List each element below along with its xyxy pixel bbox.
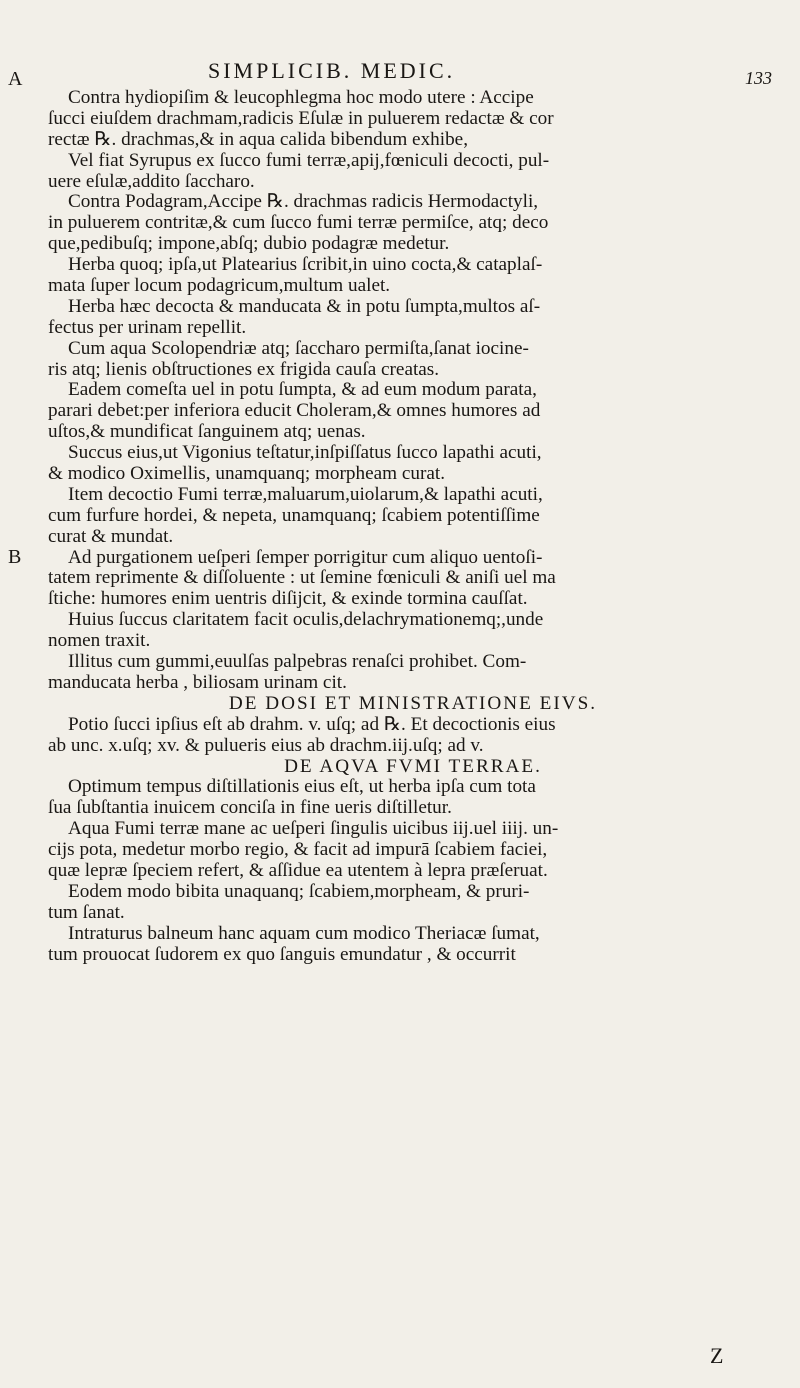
text-line: ſua ſubſtantia inuicem conciſa in fine ueris diſtilletur. [48, 798, 452, 819]
text-line: mata ſuper locum podagricum,multum ualet. [48, 276, 391, 297]
text-line: Contra Podagram,Accipe ℞. drachmas radicis Hermodactyli, [68, 192, 539, 213]
text-line: ab unc. x.uſq; xv. & pulueris eius ab drachm.iij.uſq; ad v. [48, 735, 484, 756]
text-line: Illitus cum gummi,euulſas palpebras renaſci prohibet. Com- [68, 652, 527, 673]
running-title: SIMPLICIB. MEDIC. [208, 58, 456, 83]
text-line: Intraturus balneum hanc aquam cum modico Theriacæ ſumat, [68, 923, 540, 944]
text-line: tum ſanat. [48, 902, 125, 923]
text-line: Item decoctio Fumi terræ,maluarum,uiolarum,& lapathi acuti, [68, 484, 543, 505]
text-line: Aqua Fumi terræ mane ac ueſperi ſingulis uicibus iij.uel iiij. un- [68, 819, 559, 840]
text-line: in puluerem contritæ,& cum ſucco fumi terræ permiſce, atq; deco [48, 213, 549, 234]
page-number: 133 [745, 68, 772, 88]
text-line: Ad purgationem ueſperi ſemper porrigitur cum aliquo uentoſi- [68, 547, 543, 568]
text-line: que,pedibuſq; impone,abſq; dubio podagræ medetur. [48, 234, 450, 255]
text-line: quæ lepræ ſpeciem refert, & aſſidue ea utentem à lepra præſeruat. [48, 860, 548, 881]
text-line: uſtos,& mundificat ſanguinem atq; uenas. [48, 422, 366, 443]
margin-letter-a: A [8, 68, 23, 90]
text-line: nomen traxit. [48, 631, 151, 652]
margin-letter-b: B [8, 546, 22, 568]
text-line: Cum aqua Scolopendriæ atq; ſaccharo permiſta,ſanat iocine- [68, 338, 529, 359]
text-line: ſucci eiuſdem drachmam,radicis Eſulæ in puluerem redactæ & cor [48, 108, 554, 129]
text-line: Optimum tempus diſtillationis eius eſt, ut herba ipſa cum tota [68, 777, 536, 798]
text-line: Eadem comeſta uel in potu ſumpta, & ad eum modum parata, [68, 380, 537, 401]
text-line: & modico Oximellis, unamquanq; morpheam curat. [48, 464, 445, 485]
text-line: rectæ ℞. drachmas,& in aqua calida bibendum exhibe, [48, 129, 468, 150]
text-line: manducata herba , biliosam urinam cit. [48, 672, 347, 693]
body-text [48, 88, 778, 965]
text-line: ris atq; lienis obſtructiones ex frigida cauſa creatas. [48, 359, 440, 380]
text-line: Herba hæc decocta & manducata & in potu ſumpta,multos aſ- [68, 296, 541, 317]
text-line: tum prouocat ſudorem ex quo ſanguis emundatur , & occurrit [48, 944, 516, 965]
text-line: cum furfure hordei, & nepeta, unamquanq; ſcabiem potentiſſime [48, 505, 540, 526]
text-line: curat & mundat. [48, 526, 174, 547]
text-line: fectus per urinam repellit. [48, 317, 247, 338]
text-line: Huius ſuccus claritatem facit oculis,delachrymationemq;,unde [68, 610, 544, 631]
text-line: Herba quoq; ipſa,ut Platearius ſcribit,in uino cocta,& cataplaſ- [68, 255, 543, 276]
text-line: uere eſulæ,addito ſaccharo. [48, 171, 255, 192]
text-line: Eodem modo bibita unaquanq; ſcabiem,morpheam, & pruri- [68, 881, 530, 902]
text-line: cijs pota, medetur morbo regio, & facit ad impurā ſcabiem faciei, [48, 840, 548, 861]
section-heading: DE AQVA FVMI TERRAE. [284, 756, 542, 777]
text-line: Potio ſucci ipſius eſt ab drahm. v. uſq; ad ℞. Et decoctionis eius [68, 714, 556, 735]
text-line: Contra hydiopiſim & leucophlegma hoc modo utere : Accipe [68, 88, 534, 108]
text-line: Vel fiat Syrupus ex ſucco fumi terræ,apij,fœniculi decocti, pul- [68, 150, 550, 171]
text-line: parari debet:per inferiora educit Choleram,& omnes humores ad [48, 401, 541, 422]
text-line: ſtiche: humores enim uentris diſijcit, & exinde tormina cauſſat. [48, 589, 528, 610]
section-heading: DE DOSI ET MINISTRATIONE EIVS. [228, 693, 598, 714]
signature-mark: Z [710, 1343, 724, 1368]
text-line: tatem reprimente & diſſoluente : ut ſemine fœniculi & aniſi uel ma [48, 568, 556, 589]
text-line: Succus eius,ut Vigonius teſtatur,inſpiſſatus ſucco lapathi acuti, [68, 443, 542, 464]
